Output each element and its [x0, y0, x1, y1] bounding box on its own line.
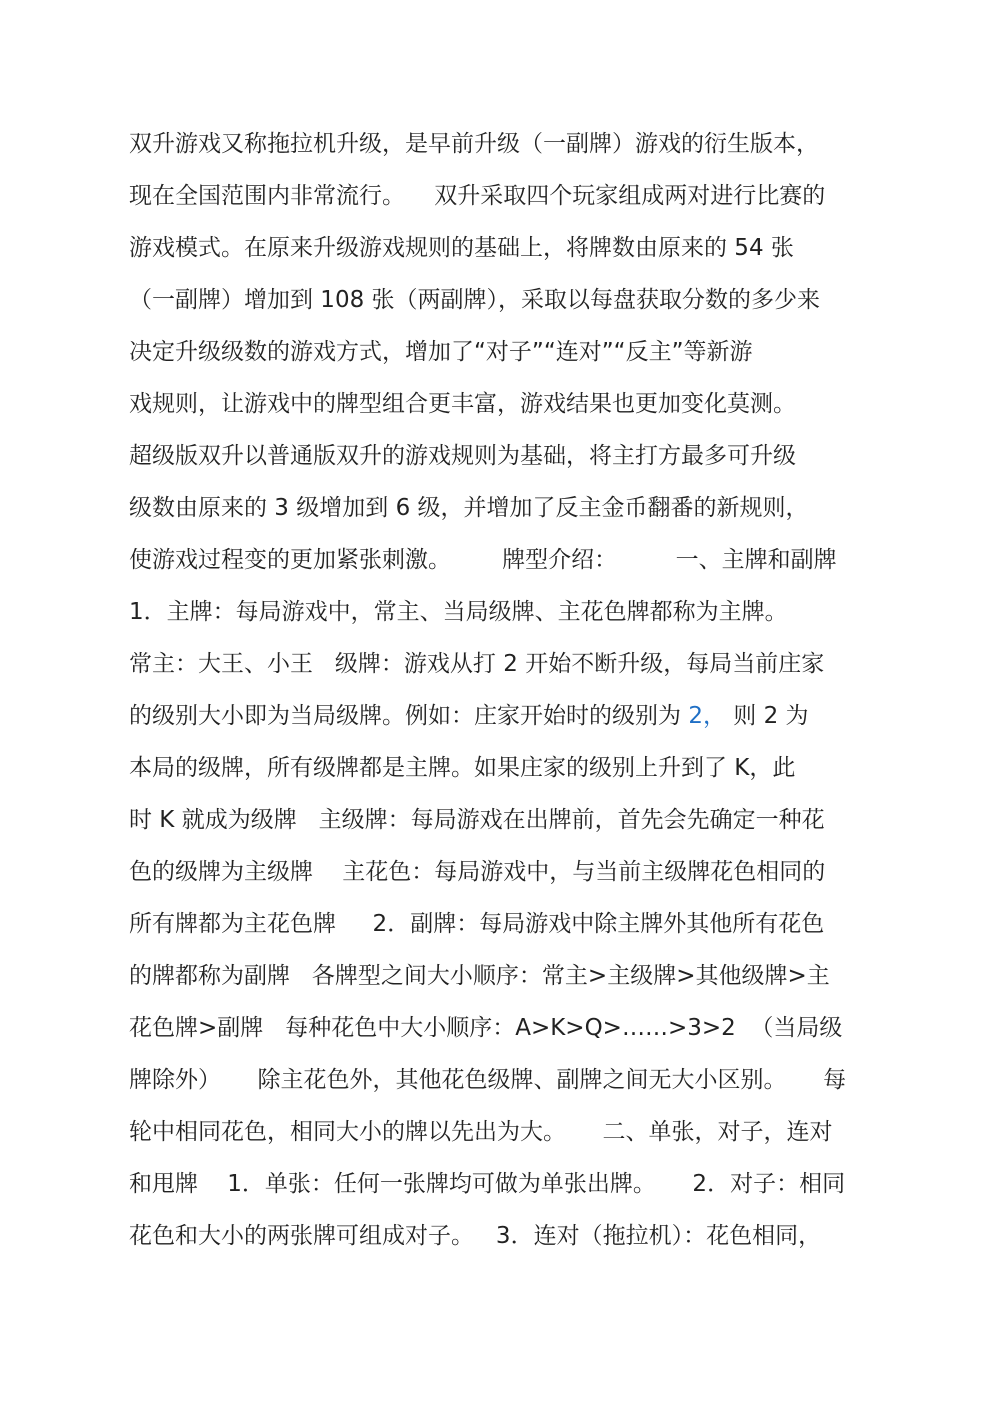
text-line: 本局的级牌，所有级牌都是主牌。如果庄家的级别上升到了 K，此 — [129, 755, 796, 781]
text-line: 所有牌都为主花色牌 2．副牌：每局游戏中除主牌外其他所有花色 — [129, 911, 825, 937]
text-segment: 的级别大小即为当局级牌。例如：庄家开始时的级别为 — [129, 703, 689, 729]
text-line: 花色和大小的两张牌可组成对子。 3．连对（拖拉机）：花色相同， — [129, 1223, 822, 1249]
text-line: 游戏模式。在原来升级游戏规则的基础上，将牌数由原来的 54 张 — [129, 235, 794, 261]
text-line: 花色牌>副牌 每种花色中大小顺序：A>K>Q>……>3>2 （当局级 — [129, 1015, 843, 1041]
text-line: 现在全国范围内非常流行。 双升采取四个玩家组成两对进行比赛的 — [129, 183, 826, 209]
text-line: 戏规则，让游戏中的牌型组合更丰富，游戏结果也更加变化莫测。 — [129, 391, 796, 417]
text-line: 的牌都称为副牌 各牌型之间大小顺序：常主>主级牌>其他级牌>主 — [129, 963, 830, 989]
text-line: 色的级牌为主级牌 主花色：每局游戏中，与当前主级牌花色相同的 — [129, 859, 826, 885]
text-line: 轮中相同花色，相同大小的牌以先出为大。 二、单张，对子，连对 — [129, 1119, 833, 1145]
text-line: 常主：大王、小王 级牌：游戏从打 2 开始不断升级，每局当前庄家 — [129, 651, 825, 677]
text-line: 超级版双升以普通版双升的游戏规则为基础，将主打方最多可升级 — [129, 443, 796, 469]
text-line — [129, 696, 877, 748]
document-body — [129, 124, 877, 1268]
text-segment: 则 2 为 — [725, 703, 809, 729]
text-line: （一副牌）增加到 108 张（两副牌），采取以每盘获取分数的多少来 — [129, 287, 821, 313]
text-line: 双升游戏又称拖拉机升级，是早前升级（一副牌）游戏的衍生版本， — [129, 131, 819, 157]
text-line: 时 K 就成为级牌 主级牌：每局游戏在出牌前，首先会先确定一种花 — [129, 807, 825, 833]
highlighted-number: 2， — [688, 703, 726, 729]
text-line: 使游戏过程变的更加紧张刺激。 牌型介绍： 一、主牌和副牌 — [129, 547, 837, 573]
text-line: 牌除外） 除主花色外，其他花色级牌、副牌之间无大小区别。 每 — [129, 1067, 847, 1093]
text-line: 级数由原来的 3 级增加到 6 级，并增加了反主金币翻番的新规则， — [129, 495, 809, 521]
text-line: 和甩牌 1．单张：任何一张牌均可做为单张出牌。 2．对子：相同 — [129, 1171, 846, 1197]
text-line: 1．主牌：每局游戏中，常主、当局级牌、主花色牌都称为主牌。 — [129, 599, 788, 625]
text-line: 决定升级级数的游戏方式，增加了“对子”“连对”“反主”等新游 — [129, 339, 753, 365]
